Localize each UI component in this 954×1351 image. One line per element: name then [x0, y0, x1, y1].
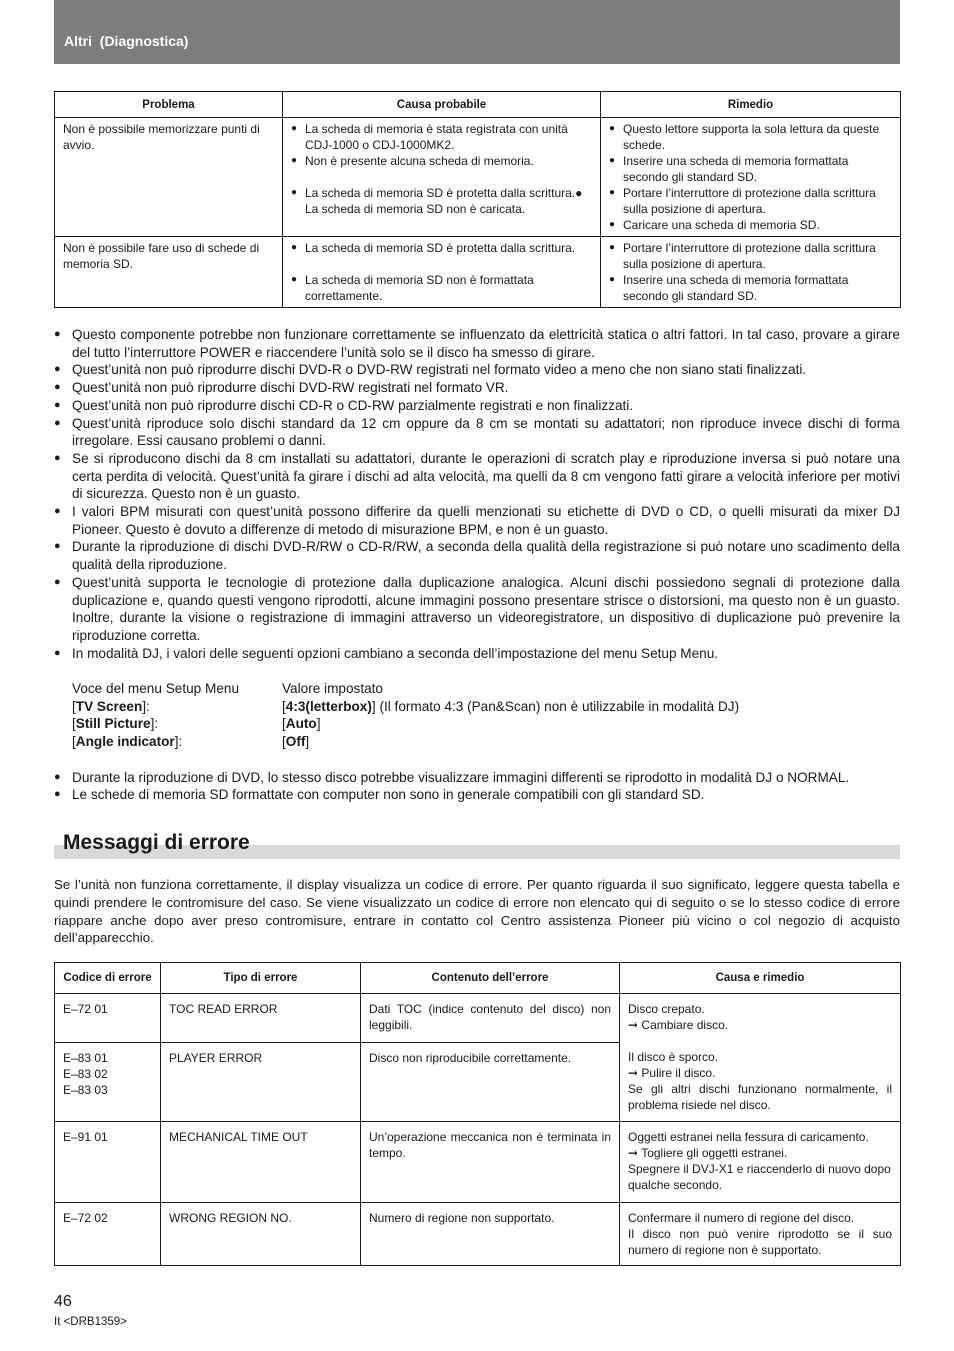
note-item: ● Durante la riproduzione di dischi DVD-R/RW o CD-R/RW, a seconda della qualità della registrazione si può notare uno scadimento della qualità della riproduzione.: [54, 538, 900, 573]
table-header-row: [55, 92, 901, 118]
remedy-item: ● Inserire una scheda di memoria formattata secondo gli standard SD.: [609, 272, 892, 304]
setup-value-name: Off: [285, 734, 306, 750]
cause-cell: [283, 118, 601, 237]
setup-col-item-header: Voce del menu Setup Menu: [72, 681, 240, 697]
remedy-line: [628, 1017, 892, 1033]
section-header-title: Altri (Diagnostica): [64, 33, 189, 49]
remedy-line: Il disco non può venire riprodotto se il suo numero di regione non è supportato.: [628, 1227, 892, 1257]
error-type-cell: PLAYER ERROR: [161, 1043, 361, 1122]
header-remedy: Rimedio: [601, 92, 901, 118]
remedy-action: Pulire il disco.: [641, 1066, 716, 1080]
header-cause-remedy: Causa e rimedio: [620, 963, 901, 994]
notes-list-after: [54, 769, 900, 804]
remedy-item: ● Inserire una scheda di memoria formattata secondo gli standard SD.: [609, 153, 892, 185]
setup-row: [72, 733, 900, 751]
setup-menu-table: [72, 680, 900, 751]
page-number: 46: [54, 1293, 72, 1310]
error-code-cell: E–91 01: [55, 1122, 161, 1203]
error-content-cell: Numero di regione non supportato.: [361, 1203, 620, 1266]
note-item: ● Se si riproducono dischi da 8 cm installati su adattatori, durante le operazioni di scratch play e riproduzione inversa si può notare una certa perdita di velocità. Quest’unità fa girare i dischi ad alta velocità, ma quelli da 8 cm vengono fatti girare a velocità inferiore per motivi di sicurezza. Questo non è un guasto.: [54, 450, 900, 503]
arrow-icon: ➞: [628, 1066, 639, 1080]
remedy-item: ● Portare l’interruttore di protezione dalla scrittura sulla posizione di apertura.: [609, 185, 892, 217]
remedy-line: Spegnere il DVJ-X1 e riaccenderlo di nuovo dopo qualche secondo.: [628, 1162, 891, 1192]
notes-list: [54, 326, 900, 662]
note-item: ● In modalità DJ, i valori delle seguenti opzioni cambiano a seconda dell’impostazione del menu Setup Menu.: [54, 645, 900, 663]
header-problem: Problema: [55, 92, 283, 118]
remedy-cell: [601, 118, 901, 237]
setup-value-name: 4:3(letterbox): [285, 698, 372, 714]
notes-section: [54, 326, 900, 804]
error-code: E–83 02: [63, 1067, 108, 1081]
table-row: [55, 1122, 901, 1203]
error-type-cell: TOC READ ERROR: [161, 994, 361, 1043]
error-content-cell: Disco non riproducibile correttamente.: [361, 1043, 620, 1122]
error-section-intro: Se l’unità non funziona correttamente, il display visualizza un codice di errore. Per quanto riguarda il suo significato, leggere questa tabella e quindi prendere le contromisure del caso. Se viene visualizzato un codice di errore non elencato qui di seguito o se lo stesso codice di errore riappare anche dopo aver preso contromisure, entrare in contatto col Centro assistenza Pioneer più vicino o col negozio di acquisto dell’apparecchio.: [54, 877, 900, 946]
error-code: E–83 03: [63, 1083, 108, 1097]
note-item: ● Quest’unità non può riprodurre dischi DVD-RW registrati nel formato VR.: [54, 379, 900, 397]
setup-item: [Still Picture]:: [72, 716, 159, 732]
remedy-line: [628, 1065, 892, 1081]
cause-item: ● Non è presente alcuna scheda di memoria.: [291, 153, 592, 169]
cause-remedy-cell: [620, 1122, 901, 1203]
setup-value: [Off]: [282, 734, 310, 750]
note-item: ● Durante la riproduzione di DVD, lo stesso disco potrebbe visualizzare immagini differenti se riprodotto in modalità DJ o NORMAL.: [54, 769, 900, 787]
setup-item: [Angle indicator]:: [72, 734, 183, 750]
error-type-cell: WRONG REGION NO.: [161, 1203, 361, 1266]
table-row: [55, 118, 901, 237]
header-error-type: Tipo di errore: [161, 963, 361, 994]
remedy-line: Il disco è sporco.: [628, 1050, 719, 1064]
error-code-cell: E–72 01: [55, 994, 161, 1043]
remedy-line: Se gli altri dischi funzionano normalmente, il problema risiede nel disco.: [628, 1082, 892, 1112]
problem-cell: Non è possibile fare uso di schede di memoria SD.: [55, 237, 283, 308]
note-item: ● Quest’unità non può riprodurre dischi DVD-R o DVD-RW registrati nel formato video a meno che non siano stati finalizzati.: [54, 361, 900, 379]
setup-item-name: TV Screen: [75, 698, 143, 714]
table-row: [55, 994, 901, 1043]
remedy-item: ● Portare l’interruttore di protezione dalla scrittura sulla posizione di apertura.: [609, 240, 892, 272]
error-content-cell: Dati TOC (indice contenuto del disco) non leggibili.: [361, 994, 620, 1043]
remedy-line: [628, 1145, 892, 1161]
error-codes-table: [54, 962, 901, 1266]
table-row: [55, 1203, 901, 1266]
document-code: It <DRB1359>: [54, 1316, 127, 1328]
setup-value: [Auto]: [282, 716, 321, 732]
error-type-cell: MECHANICAL TIME OUT: [161, 1122, 361, 1203]
header-bar: [54, 0, 900, 64]
table-header-row: [55, 963, 901, 994]
setup-header-row: [72, 680, 900, 698]
error-code-cell: [55, 1043, 161, 1122]
cause-item: ● La scheda di memoria SD è protetta dalla scrittura.● La scheda di memoria SD non è caricata.: [291, 185, 592, 217]
header-error-code: Codice di errore: [55, 963, 161, 994]
setup-value-name: Auto: [285, 716, 317, 732]
setup-row: [72, 698, 900, 716]
cause-item: ● La scheda di memoria è stata registrata con unità CDJ-1000 o CDJ-1000MK2.: [291, 121, 592, 153]
cause-cell: [283, 237, 601, 308]
note-item: ● Quest’unità non può riprodurre dischi CD-R o CD-RW parzialmente registrati e non finalizzati.: [54, 397, 900, 415]
cause-remedy-cell: [620, 994, 901, 1122]
error-code-cell: E–72 02: [55, 1203, 161, 1266]
setup-value-note: (Il formato 4:3 (Pan&Scan) non è utilizzabile in modalità DJ): [375, 698, 740, 714]
header-error-content: Contenuto dell’errore: [361, 963, 620, 994]
remedy-line: Confermare il numero di regione del disco.: [628, 1211, 855, 1225]
error-code: E–83 01: [63, 1051, 108, 1065]
note-item: ● Quest’unità riproduce solo dischi standard da 12 cm oppure da 8 cm se montati su adattatori; non riproduce invece dischi di forma irregolare. Essi causano problemi o danni.: [54, 415, 900, 450]
setup-row: [72, 715, 900, 733]
remedy-action: Togliere gli oggetti estranei.: [641, 1146, 788, 1160]
setup-item-name: Angle indicator: [75, 734, 175, 750]
remedy-action: Cambiare disco.: [641, 1018, 729, 1032]
note-item: ● Quest’unità supporta le tecnologie di protezione dalla duplicazione analogica. Alcuni dischi possiedono segnali di protezione dalla duplicazione e, quando questi vengono riprodotti, alcune immagini possono presentare strisce o distorsioni, ma questo non è un guasto. Inoltre, durante la visione o registrazione di immagini attraverso un videoregistratore, un dispositivo di duplicazione può prevenire la riproduzione corretta.: [54, 574, 900, 645]
note-item: ● Questo componente potrebbe non funzionare correttamente se influenzato da elettricità statica o altri fattori. In tal caso, provare a girare del tutto l’interruttore POWER e riaccendere l’unità solo se il disco ha smesso di girare.: [54, 326, 900, 361]
header-cause: Causa probabile: [283, 92, 601, 118]
setup-item-name: Still Picture: [75, 716, 151, 732]
remedy-cell: [601, 237, 901, 308]
remedy-item: ● Caricare una scheda di memoria SD.: [609, 217, 892, 233]
troubleshooting-table: [54, 91, 901, 308]
note-item: ● Le schede di memoria SD formattate con computer non sono in generale compatibili con gli standard SD.: [54, 786, 900, 804]
remedy-line: Oggetti estranei nella fessura di caricamento.: [628, 1130, 869, 1144]
remedy-line: Disco crepato.: [628, 1002, 705, 1016]
problem-cell: Non è possibile memorizzare punti di avvio.: [55, 118, 283, 237]
table-row: [55, 237, 901, 308]
error-content-cell: Un’operazione meccanica non è terminata in tempo.: [361, 1122, 620, 1203]
setup-item: [TV Screen]:: [72, 698, 150, 714]
arrow-icon: ➞: [628, 1018, 639, 1032]
setup-col-value-header: Valore impostato: [282, 681, 383, 697]
remedy-item: ● Questo lettore supporta la sola lettura da queste schede.: [609, 121, 892, 153]
cause-remedy-cell: [620, 1203, 901, 1266]
arrow-icon: ➞: [628, 1146, 639, 1160]
note-item: ● I valori BPM misurati con quest’unità possono differire da quelli menzionati su etichette di DVD o CD, o quelli misurati da mixer DJ Pioneer. Questo è dovuto a differenze di metodo di misurazione BPM, e non è un guasto.: [54, 503, 900, 538]
setup-value: [4:3(letterbox)] (Il formato 4:3 (Pan&Scan) non è utilizzabile in modalità DJ): [282, 698, 740, 714]
error-section-title: Messaggi di errore: [63, 831, 250, 854]
cause-item: ● La scheda di memoria SD è protetta dalla scrittura.: [291, 240, 592, 256]
cause-item: ● La scheda di memoria SD non è formattata correttamente.: [291, 272, 592, 304]
spacer: [628, 1033, 892, 1049]
